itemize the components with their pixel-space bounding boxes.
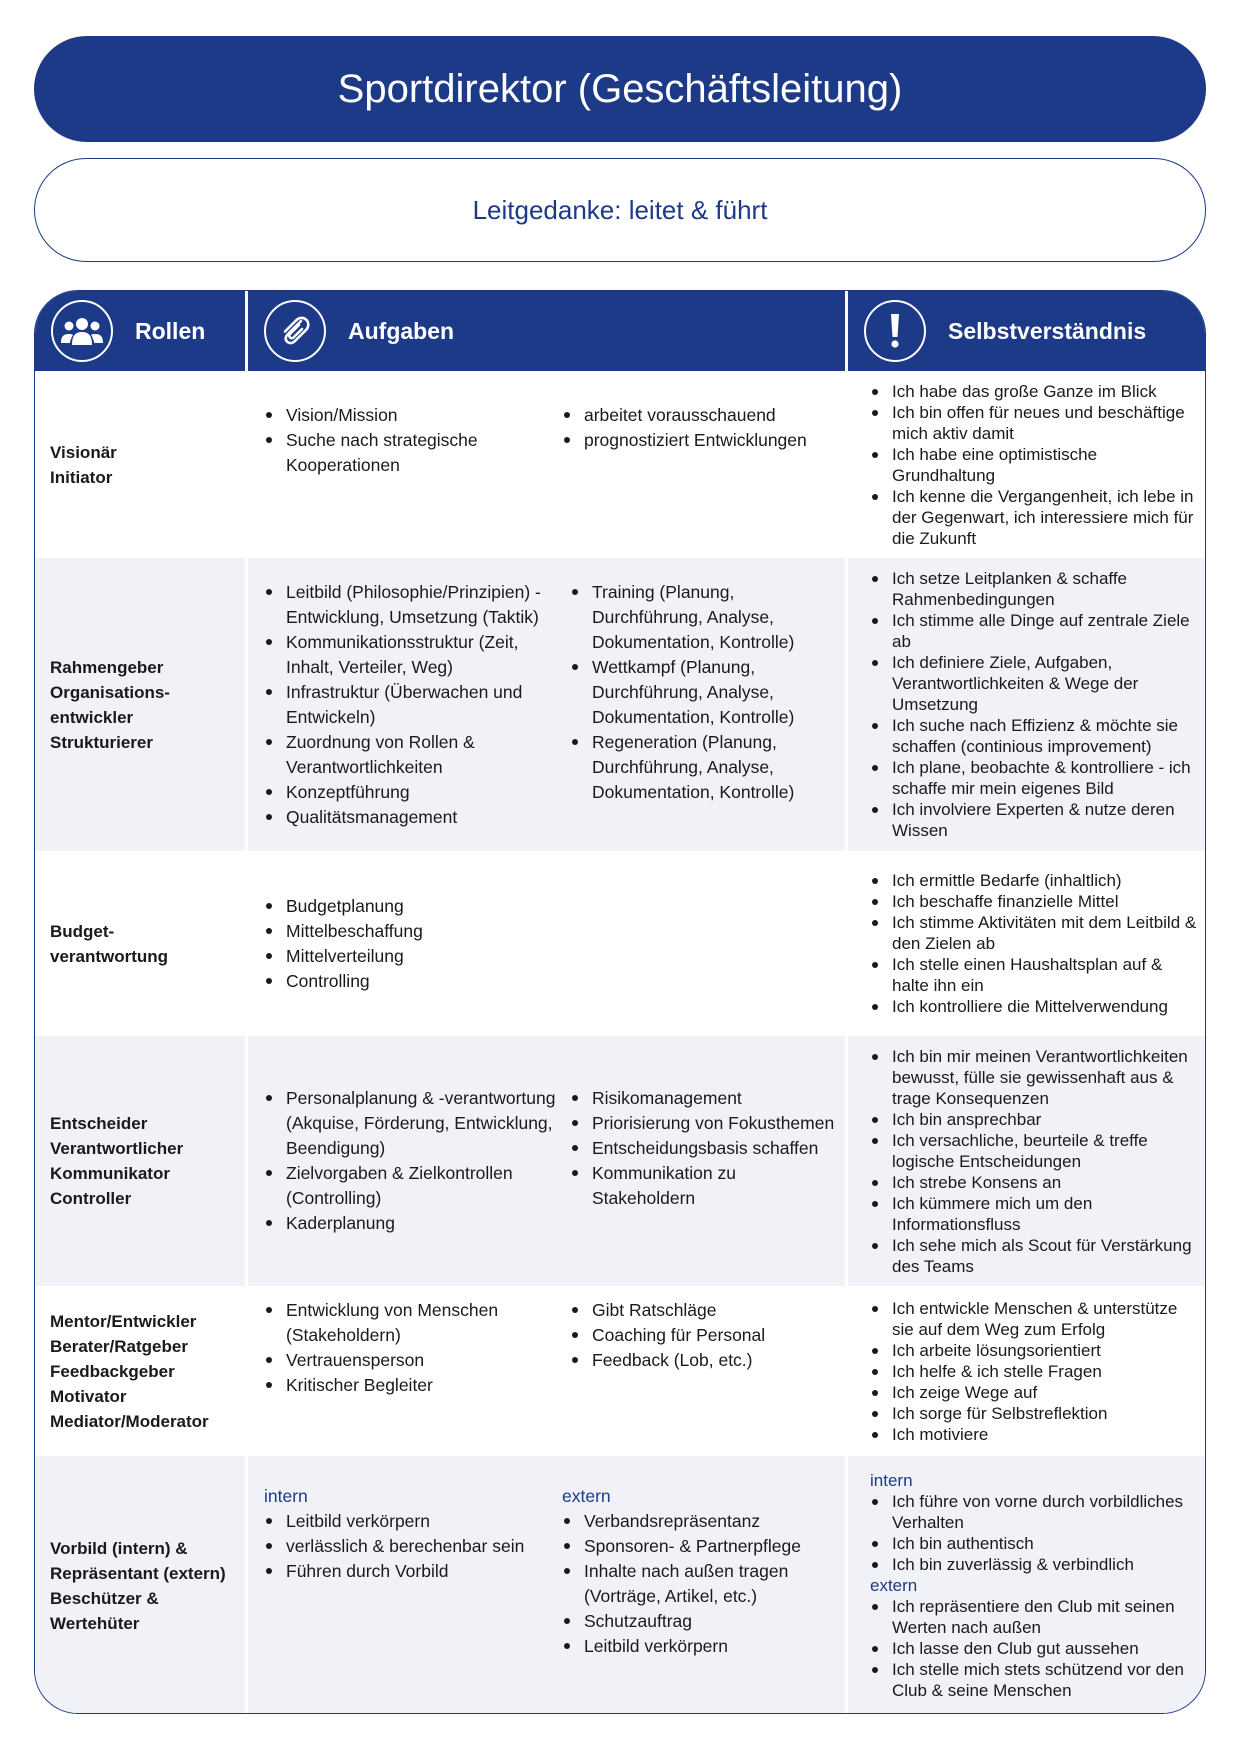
list-item: Ich habe eine optimistische Grundhaltung: [870, 444, 1197, 486]
page-title: Sportdirektor (Geschäftsleitung): [34, 36, 1206, 142]
list-item: Ich versachliche, beurteile & treffe logische Entscheidungen: [870, 1130, 1197, 1172]
list-item: Vertrauensperson: [264, 1348, 570, 1373]
row-tasks: [245, 851, 845, 1036]
list-item: Leitbild verkörpern: [562, 1634, 835, 1659]
list-item: Regeneration (Planung, Durchführung, Analyse, Dokumentation, Kontrolle): [570, 730, 835, 805]
role-label: Mentor/Entwickler: [50, 1311, 197, 1331]
list-item: Ich ermittle Bedarfe (inhaltlich): [870, 870, 1197, 891]
list-item: Ich definiere Ziele, Aufgaben, Verantwortlichkeiten & Wege der Umsetzung: [870, 652, 1197, 715]
row-self: [845, 851, 1205, 1036]
list-item: Zielvorgaben & Zielkontrollen (Controlling): [264, 1161, 570, 1211]
role-label: verantwortung: [50, 946, 169, 966]
list-item: verlässlich & berechenbar sein: [264, 1534, 562, 1559]
list-item: Ich kenne die Vergangenheit, ich lebe in der Gegenwart, ich interessiere mich für die Zukunft: [870, 486, 1197, 549]
list-item: Leitbild (Philosophie/Prinzipien) - Entwicklung, Umsetzung (Taktik): [264, 580, 570, 630]
row-self: [845, 1286, 1205, 1456]
role-label: Verantwortlicher: [50, 1139, 184, 1158]
list-item: Suche nach strategische Kooperationen: [264, 428, 562, 478]
list-item: Sponsoren- & Partnerpflege: [562, 1534, 835, 1559]
role-label: Budget-: [50, 921, 115, 941]
row-tasks: [245, 1456, 845, 1714]
header-rollen: [35, 291, 245, 371]
list-item: Ich sehe mich als Scout für Verstärkung des Teams: [870, 1235, 1197, 1277]
role-label: Visionär: [50, 442, 117, 462]
list-item: Ich arbeite lösungsorientiert: [870, 1340, 1197, 1361]
list-item: Ich bin mir meinen Verantwortlichkeiten bewusst, fülle sie gewissenhaft aus & trage Konsequenzen: [870, 1046, 1197, 1109]
list-item: Entscheidungsbasis schaffen: [570, 1136, 835, 1161]
list-item: Ich involviere Experten & nutze deren Wissen: [870, 799, 1197, 841]
list-item: Konzeptführung: [264, 780, 570, 805]
role-label: Vorbild (intern) &: [50, 1538, 188, 1558]
row-roles: [35, 1286, 245, 1456]
role-label: Mediator/Moderator: [50, 1411, 209, 1431]
list-item: Mittelverteilung: [264, 944, 562, 969]
list-item: Ich repräsentiere den Club mit seinen Werten nach außen: [870, 1596, 1197, 1638]
paperclip-icon: [264, 300, 326, 362]
list-item: Inhalte nach außen tragen (Vorträge, Artikel, etc.): [562, 1559, 835, 1609]
role-label: Repräsentant (extern): [50, 1563, 226, 1583]
list-item: Ich zeige Wege auf: [870, 1382, 1197, 1403]
table-row: [35, 1286, 1205, 1456]
list-item: Coaching für Personal: [570, 1323, 835, 1348]
row-self: [845, 558, 1205, 851]
group-label: extern: [562, 1486, 611, 1506]
list-item: Ich setze Leitplanken & schaffe Rahmenbedingungen: [870, 568, 1197, 610]
list-item: Kommunikationsstruktur (Zeit, Inhalt, Verteiler, Weg): [264, 630, 570, 680]
role-label: Beschützer &: [50, 1588, 159, 1608]
list-item: Ich stelle einen Haushaltsplan auf & halte ihn ein: [870, 954, 1197, 996]
list-item: Infrastruktur (Überwachen und Entwickeln): [264, 680, 570, 730]
motto-box: Leitgedanke: leitet & führt: [34, 158, 1206, 262]
list-item: Kritischer Begleiter: [264, 1373, 570, 1398]
group-label: intern: [264, 1486, 308, 1506]
list-item: Entwicklung von Menschen (Stakeholdern): [264, 1298, 570, 1348]
list-item: Risikomanagement: [570, 1086, 835, 1111]
group-label: intern: [870, 1471, 913, 1490]
list-item: Vision/Mission: [264, 403, 562, 428]
list-item: Controlling: [264, 969, 562, 994]
header-selbst-label: Selbstverständnis: [948, 317, 1147, 344]
role-label: Organisations-: [50, 682, 170, 702]
role-label: Rahmengeber: [50, 657, 164, 677]
list-item: Budgetplanung: [264, 894, 562, 919]
list-item: prognostiziert Entwicklungen: [562, 428, 835, 453]
list-item: Feedback (Lob, etc.): [570, 1348, 835, 1373]
row-roles: [35, 851, 245, 1036]
row-tasks: [245, 371, 845, 558]
list-item: Wettkampf (Planung, Durchführung, Analyse, Dokumentation, Kontrolle): [570, 655, 835, 730]
list-item: Ich habe das große Ganze im Blick: [870, 381, 1197, 402]
list-item: Ich führe von vorne durch vorbildliches Verhalten: [870, 1491, 1197, 1533]
role-label: Berater/Ratgeber: [50, 1336, 188, 1356]
role-label: Entscheider: [50, 1114, 148, 1133]
list-item: Leitbild verkörpern: [264, 1509, 562, 1534]
list-item: Ich motiviere: [870, 1424, 1197, 1445]
row-tasks: [245, 1036, 845, 1286]
role-label: Feedbackgeber: [50, 1361, 175, 1381]
list-item: Ich sorge für Selbstreflektion: [870, 1403, 1197, 1424]
list-item: arbeitet vorausschauend: [562, 403, 835, 428]
list-item: Führen durch Vorbild: [264, 1559, 562, 1584]
table-row: [35, 851, 1205, 1036]
header-aufgaben-label: Aufgaben: [348, 317, 455, 344]
table-row: [35, 1456, 1205, 1714]
roles-table: [34, 290, 1206, 1714]
list-item: Kaderplanung: [264, 1211, 570, 1236]
header-aufgaben: [245, 291, 845, 371]
row-self: [845, 1036, 1205, 1286]
list-item: Ich kontrolliere die Mittelverwendung: [870, 996, 1197, 1017]
list-item: Ich beschaffe finanzielle Mittel: [870, 891, 1197, 912]
list-item: Ich lasse den Club gut aussehen: [870, 1638, 1197, 1659]
row-roles: [35, 1036, 245, 1286]
list-item: Ich bin ansprechbar: [870, 1109, 1197, 1130]
list-item: Ich helfe & ich stelle Fragen: [870, 1361, 1197, 1382]
role-label: Wertehüter: [50, 1613, 140, 1633]
table-row: [35, 371, 1205, 558]
row-tasks: [245, 558, 845, 851]
list-item: Ich strebe Konsens an: [870, 1172, 1197, 1193]
role-label: entwickler: [50, 707, 134, 727]
row-roles: [35, 371, 245, 558]
row-roles: [35, 558, 245, 851]
list-item: Training (Planung, Durchführung, Analyse, Dokumentation, Kontrolle): [570, 580, 835, 655]
role-label: Initiator: [50, 467, 113, 487]
list-item: Ich entwickle Menschen & unterstütze sie auf dem Weg zum Erfolg: [870, 1298, 1197, 1340]
table-row: [35, 1036, 1205, 1286]
table-header: [35, 291, 1205, 371]
list-item: Ich bin zuverlässig & verbindlich: [870, 1554, 1197, 1575]
header-selbst: [845, 291, 1205, 371]
list-item: Gibt Ratschläge: [570, 1298, 835, 1323]
list-item: Ich plane, beobachte & kontrolliere - ich schaffe mir mein eigenes Bild: [870, 757, 1197, 799]
row-tasks: [245, 1286, 845, 1456]
role-label: Strukturierer: [50, 732, 153, 752]
row-roles: [35, 1456, 245, 1714]
list-item: Ich suche nach Effizienz & möchte sie schaffen (continious improvement): [870, 715, 1197, 757]
role-label: Kommunikator: [50, 1164, 170, 1183]
list-item: Ich stimme alle Dinge auf zentrale Ziele ab: [870, 610, 1197, 652]
row-self: [845, 371, 1205, 558]
list-item: Ich bin offen für neues und beschäftige mich aktiv damit: [870, 402, 1197, 444]
list-item: Verbandsrepräsentanz: [562, 1509, 835, 1534]
role-label: Controller: [50, 1189, 132, 1208]
list-item: Ich kümmere mich um den Informationsfluss: [870, 1193, 1197, 1235]
people-icon: [51, 300, 113, 362]
group-label: extern: [870, 1576, 918, 1595]
list-item: Priorisierung von Fokusthemen: [570, 1111, 835, 1136]
role-label: Motivator: [50, 1386, 127, 1406]
row-self: [845, 1456, 1205, 1714]
list-item: Schutzauftrag: [562, 1609, 835, 1634]
list-item: Personalplanung & -verantwortung (Akquise, Förderung, Entwicklung, Beendigung): [264, 1086, 570, 1161]
list-item: Kommunikation zu Stakeholdern: [570, 1161, 835, 1211]
list-item: Qualitätsmanagement: [264, 805, 570, 830]
list-item: Ich bin authentisch: [870, 1533, 1197, 1554]
exclamation-icon: [864, 300, 926, 362]
list-item: Mittelbeschaffung: [264, 919, 562, 944]
header-rollen-label: Rollen: [135, 317, 206, 344]
list-item: Zuordnung von Rollen & Verantwortlichkeiten: [264, 730, 570, 780]
list-item: Ich stimme Aktivitäten mit dem Leitbild & den Zielen ab: [870, 912, 1197, 954]
table-row: [35, 558, 1205, 851]
list-item: Ich stelle mich stets schützend vor den Club & seine Menschen: [870, 1659, 1197, 1701]
